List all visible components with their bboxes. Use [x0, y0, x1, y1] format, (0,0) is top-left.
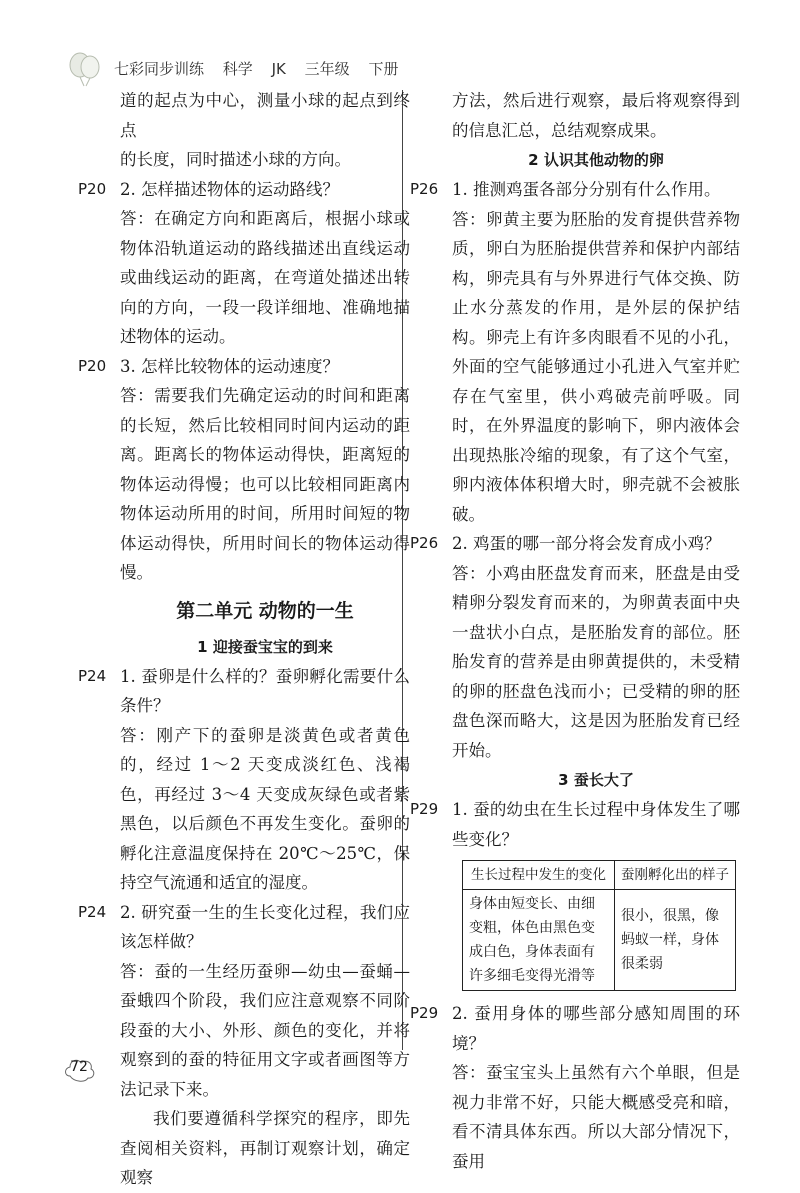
question-text: 1. 蚕的幼虫在生长过程中身体发生了哪些变化？ [452, 800, 740, 849]
question-text: 2. 蚕用身体的哪些部分感知周围的环境？ [452, 1004, 740, 1053]
table-row [463, 890, 736, 991]
header-edition: JK [271, 60, 286, 78]
page-reference: P20 [78, 356, 107, 375]
question-item [410, 529, 740, 559]
header-title [114, 58, 412, 79]
section-title: 2 认识其他动物的卵 [528, 151, 664, 169]
table-header-row [463, 861, 736, 890]
page-number: 72 [70, 1059, 88, 1075]
section-title: 3 蚕长大了 [558, 771, 634, 789]
page-reference: P24 [78, 902, 107, 921]
right-column [410, 86, 740, 1176]
question-item [78, 175, 410, 205]
answer-paragraph: 我们要遵循科学探究的程序，即先查阅相关资料，再制订观察计划，确定观察 [120, 1109, 410, 1187]
question-item [410, 175, 740, 205]
question-item [410, 999, 740, 1058]
answer-text: 答：在确定方向和距离后，根据小球或物体沿轨道运动的路线描述出直线运动或曲线运动的距离，在弯道处描述出转向的方向，一段一段详细地、准确地描述物体的运动。 [120, 209, 410, 346]
answer-text: 答：小鸡由胚盘发育而来，胚盘是由受精卵分裂发育而来的，为卵黄表面中央一盘状小白点，是胚胎发育的部位。胚胎发育的营养是由卵黄提供的，未受精的卵的胚盘色浅而小；已受精的卵的胚盘色深而略大，这是因为胚胎发育已经开始。 [452, 563, 740, 760]
page-reference: P29 [410, 800, 439, 818]
page-reference: P24 [78, 666, 107, 685]
question-text: 2. 研究蚕一生的生长变化过程，我们应该怎样做？ [120, 902, 410, 951]
question-text: 1. 蚕卵是什么样的？蚕卵孵化需要什么条件？ [120, 666, 410, 715]
page-header [66, 50, 566, 90]
growth-changes-table [462, 860, 736, 991]
table-header-cell: 蚕刚孵化出的样子 [615, 861, 736, 890]
question-item [78, 352, 410, 382]
left-column [78, 86, 410, 1193]
intro-continuation-line2: 的长度，同时描述小球的方向。 [120, 150, 351, 169]
question-text: 1. 推测鸡蛋各部分分别有什么作用。 [452, 180, 721, 199]
question-item [78, 662, 410, 721]
question-item [410, 795, 740, 854]
page-reference: P26 [410, 180, 439, 198]
table-header-cell: 生长过程中发生的变化 [463, 861, 615, 890]
header-subject: 科学 [222, 60, 253, 78]
table-cell: 身体由短变长、由细变粗，体色由黑色变成白色，身体表面有许多细毛变得光滑等 [463, 890, 615, 991]
page-reference: P29 [410, 1004, 439, 1022]
page-reference: P20 [78, 179, 107, 198]
answer-text: 答：刚产下的蚕卵是淡黄色或者黄色的，经过 1～2 天变成淡红色、浅褐色，再经过 3～4 天变成灰绿色或者紫黑色，以后颜色不再发生变化。蚕卵的孵化注意温度保持在 20℃～25℃，保持空气流通和适宜的湿度。 [120, 725, 410, 892]
page-reference: P26 [410, 534, 439, 552]
table-cell: 很小，很黑，像蚂蚁一样，身体很柔弱 [615, 890, 736, 991]
unit-title: 第二单元 动物的一生 [176, 599, 354, 622]
continuation-text: 方法，然后进行观察，最后将观察得到的信息汇总，总结观察成果。 [452, 91, 740, 140]
balloon-logo-icon [66, 50, 106, 90]
answer-text: 答：蚕宝宝头上虽然有六个单眼，但是视力非常不好，只能大概感受亮和暗，看不清具体东西。所以大部分情况下，蚕用 [452, 1063, 740, 1171]
section-title: 1 迎接蚕宝宝的到来 [197, 637, 333, 656]
intro-continuation-line1: 道的起点为中心，测量小球的起点到终点 [120, 91, 410, 140]
header-grade: 三年级 [304, 60, 350, 78]
page-number-badge [62, 1052, 96, 1086]
question-text: 3. 怎样比较物体的运动速度？ [120, 356, 339, 376]
header-series: 七彩同步训练 [114, 60, 205, 78]
question-text: 2. 鸡蛋的哪一部分将会发育成小鸡？ [452, 534, 721, 553]
question-text: 2. 怎样描述物体的运动路线？ [120, 179, 339, 199]
answer-text: 答：需要我们先确定运动的时间和距离的长短，然后比较相同时间内运动的距离。距离长的物体运动得快，距离短的物体运动得慢；也可以比较相同距离内物体运动所用的时间，所用时间短的物体运动得快，所用时间长的物体运动得慢。 [120, 386, 410, 582]
answer-text: 答：卵黄主要为胚胎的发育提供营养物质，卵白为胚胎提供营养和保护内部结构，卵壳具有与外界进行气体交换、防止水分蒸发的作用，是外层的保护结构。卵壳上有许多肉眼看不见的小孔，外面的空气能够通过小孔进入气室并贮存在气室里，供小鸡破壳前呼吸。同时，在外界温度的影响下，卵内液体会出现热胀冷缩的现象，有了这个气室，卵内液体体积增大时，卵壳就不会被胀破。 [452, 209, 740, 524]
answer-text: 答：蚕的一生经历蚕卵—幼虫—蚕蛹—蚕蛾四个阶段，我们应注意观察不同阶段蚕的大小、外形、颜色的变化，并将观察到的蚕的特征用文字或者画图等方法记录下来。 [120, 961, 410, 1099]
header-volume: 下册 [368, 60, 399, 78]
question-item [78, 898, 410, 957]
